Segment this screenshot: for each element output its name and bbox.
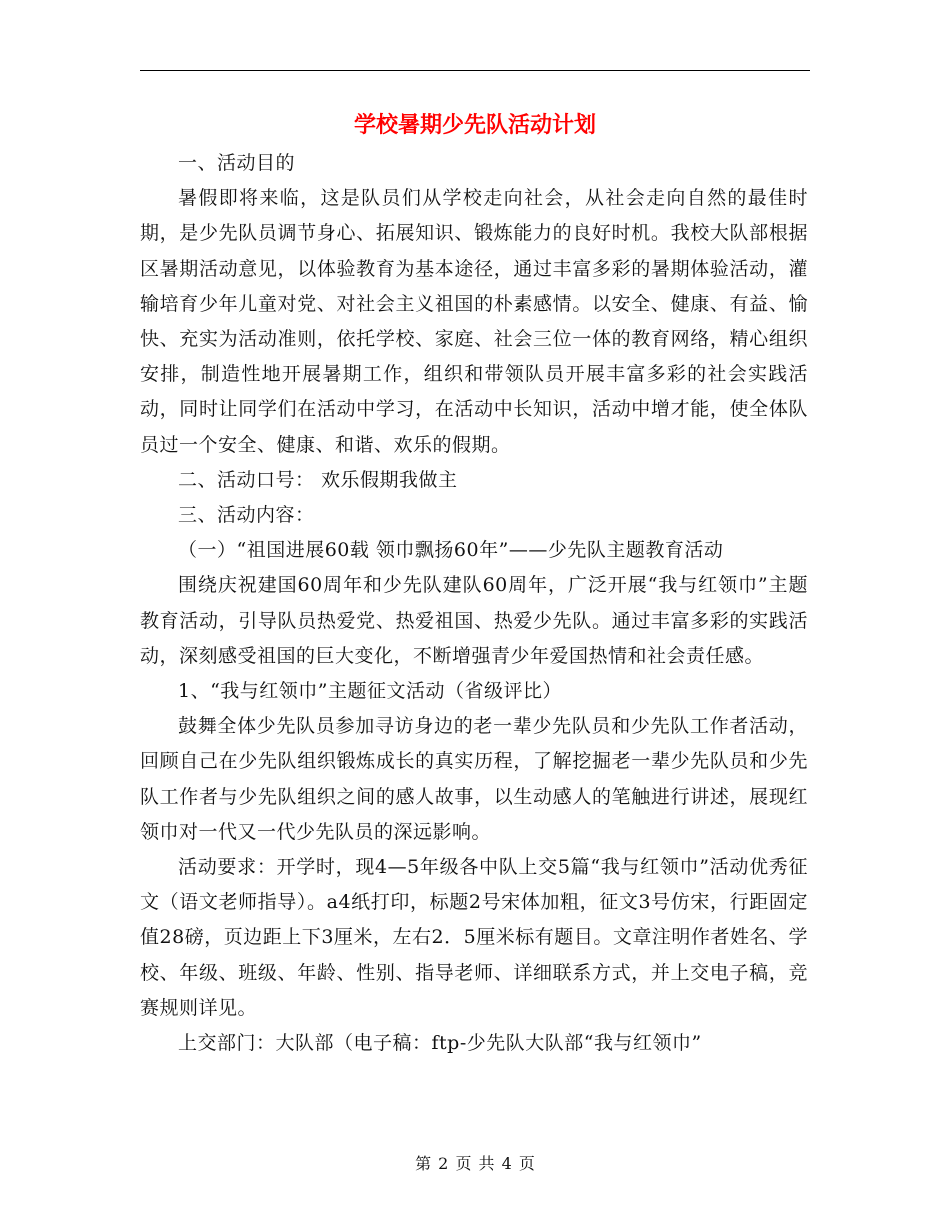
subsection-heading-theme: （一）“祖国进展60载 领巾飘扬60年”——少先队主题教育活动 xyxy=(178,539,724,562)
item-heading-essay: 1、“我与红领巾”主题征文活动（省级评比） xyxy=(178,680,563,703)
page-footer: 第 2 页 共 4 页 xyxy=(415,1154,535,1173)
paragraph-submission: 上交部门：大队部（电子稿：ftp-少先队大队部“我与红领巾” xyxy=(178,1032,702,1055)
paragraph-purpose: 暑假即将来临，这是队员们从学校走向社会，从社会走向自然的最佳时期，是少先队员调节身心、拓展知识、锻炼能力的良好时机。我校大队部根据区暑期活动意见，以体验教育为基本途径，通过丰富多彩的暑期体验活动，灌输培育少年儿童对党、对社会主义祖国的朴素感情。以安全、健康、有益、愉快、充实为活动准则，依托学校、家庭、社会三位一体的教育网络，精心组织安排，制造性地开展暑期工作，组织和带领队员开展丰富多彩的社会实践活动，同时让同学们在活动中学习，在活动中长知识，活动中增才能，使全体队员过一个安全、健康、和谐、欢乐的假期。 xyxy=(140,187,808,456)
section-heading-slogan: 二、活动口号： 欢乐假期我做主 xyxy=(178,468,458,491)
paragraph-theme: 围绕庆祝建国60周年和少先队建队60周年，广泛开展“我与红领巾”主题教育活动，引导队员热爱党、热爱祖国、热爱少先队。通过丰富多彩的实践活动，深刻感受祖国的巨大变化，不断增强青少年爱国热情和社会责任感。 xyxy=(140,574,808,667)
paragraph-essay: 鼓舞全体少先队员参加寻访身边的老一辈少先队员和少先队工作者活动，回顾自己在少先队组织锻炼成长的真实历程，了解挖掘老一辈少先队员和少先队工作者与少先队组织之间的感人故事，以生动感人的笔触进行讲述，展现红领巾对一代又一代少先队员的深远影响。 xyxy=(140,715,808,843)
section-heading-content: 三、活动内容： xyxy=(178,504,315,527)
paragraph-requirements: 活动要求：开学时，现4—5年级各中队上交5篇“我与红领巾”活动优秀征文（语文老师指导）。a4纸打印，标题2号宋体加粗，征文3号仿宋，行距固定值28磅，页边距上下3厘米，左右2．5厘米标有题目。文章注明作者姓名、学校、年级、班级、年龄、性别、指导老师、详细联系方式，并上交电子稿，竞赛规则详见。 xyxy=(140,856,808,1019)
header-rule xyxy=(140,70,810,71)
section-heading-purpose: 一、活动目的 xyxy=(178,152,296,174)
document-title: 学校暑期少先队活动计划 xyxy=(353,113,596,138)
document-body xyxy=(140,146,808,1061)
